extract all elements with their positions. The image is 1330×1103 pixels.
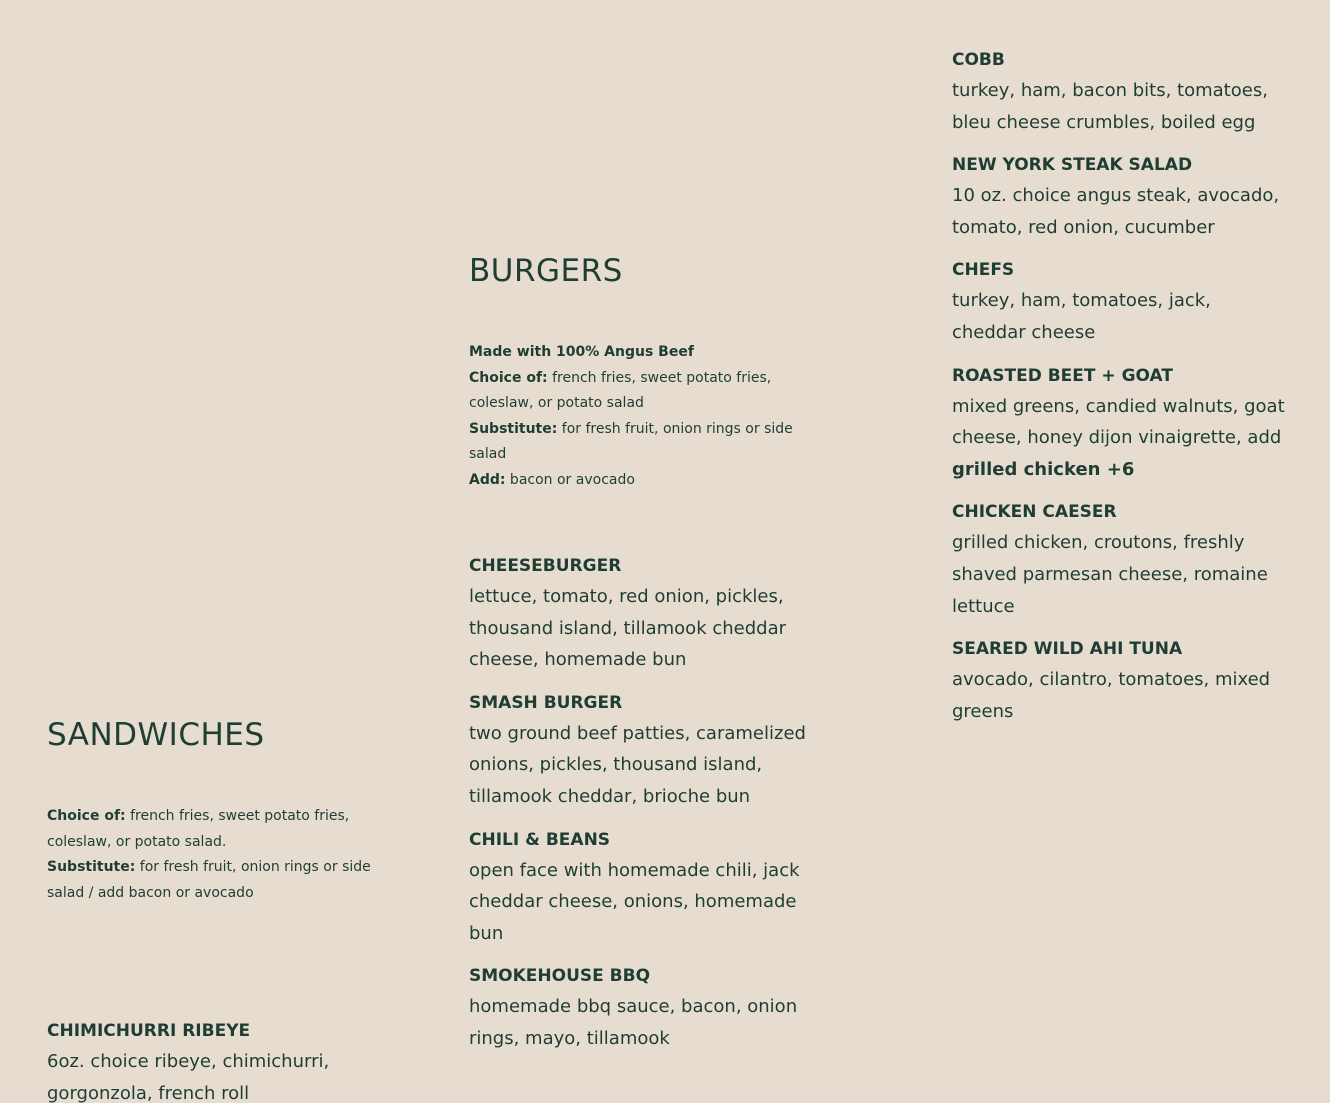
menu-item bbox=[469, 555, 819, 676]
menu-item bbox=[47, 1020, 407, 1103]
menu-item-name: CHILI & BEANS bbox=[469, 829, 611, 850]
burgers-choice bbox=[469, 366, 819, 417]
menu-item-description: two ground beef patties, caramelized onions, pickles, thousand island, tillamook cheddar, brioche bun bbox=[469, 722, 806, 807]
menu-item-description-text: mixed greens, candied walnuts, goat cheese, honey dijon vinaigrette, add bbox=[952, 395, 1285, 449]
menu-item-name: NEW YORK STEAK SALAD bbox=[952, 155, 1193, 176]
add-text: bacon or avocado bbox=[505, 471, 635, 488]
substitute-label: Substitute: bbox=[469, 420, 558, 437]
add-label: Add: bbox=[469, 471, 506, 488]
menu-item-name: CHICKEN CAESER bbox=[952, 502, 1117, 523]
substitute-label: Substitute: bbox=[47, 859, 136, 876]
menu-item-description: avocado, cilantro, tomatoes, mixed greens bbox=[952, 669, 1271, 722]
menu-item bbox=[469, 692, 819, 813]
menu-item-name: SMASH BURGER bbox=[469, 692, 623, 713]
choice-label: Choice of: bbox=[47, 808, 126, 824]
burgers-substitute bbox=[469, 417, 819, 468]
menu-item-name: ROASTED BEET + GOAT bbox=[952, 365, 1173, 386]
burgers-made-with bbox=[469, 340, 819, 366]
menu-item bbox=[469, 965, 819, 1054]
sandwiches-title: SANDWICHES bbox=[47, 717, 265, 753]
menu-item bbox=[952, 365, 1302, 486]
menu-item-description: turkey, ham, tomatoes, jack, cheddar cheese bbox=[952, 290, 1211, 343]
choice-text: french fries, sweet potato fries, coleslaw, or potato salad. bbox=[47, 808, 350, 850]
menu-item bbox=[952, 49, 1302, 138]
substitute-text: for fresh fruit, onion rings or side salad / add bacon or avocado bbox=[47, 859, 371, 901]
choice-text: french fries, sweet potato fries, coleslaw, or potato salad bbox=[469, 369, 772, 412]
menu-item bbox=[952, 154, 1302, 243]
menu-item-name: CHEESEBURGER bbox=[469, 556, 622, 576]
menu-item bbox=[469, 829, 819, 950]
menu-item-description: homemade bbq sauce, bacon, onion rings, mayo, tillamook bbox=[469, 996, 798, 1049]
burgers-items bbox=[469, 555, 819, 1071]
menu-item bbox=[952, 259, 1302, 348]
menu-item-description: 10 oz. choice angus steak, avocado, tomato, red onion, cucumber bbox=[952, 185, 1280, 238]
menu-item-description: 6oz. choice ribeye, chimichurri, gorgonzola, french roll bbox=[47, 1051, 330, 1103]
choice-label: Choice of: bbox=[469, 369, 548, 386]
made-with-text: Made with 100% Angus Beef bbox=[469, 344, 694, 360]
sandwiches-substitute bbox=[47, 855, 407, 906]
menu-item-description: open face with homemade chili, jack cheddar cheese, onions, homemade bun bbox=[469, 859, 800, 944]
menu-item bbox=[952, 501, 1302, 622]
menu-item-description: turkey, ham, bacon bits, tomatoes, bleu cheese crumbles, boiled egg bbox=[952, 80, 1268, 133]
menu-item-name: COBB bbox=[952, 50, 1005, 70]
sandwiches-info bbox=[47, 804, 407, 906]
burgers-info bbox=[469, 340, 819, 494]
sandwiches-items bbox=[47, 1020, 407, 1103]
menu-item-description: lettuce, tomato, red onion, pickles, thousand island, tillamook cheddar cheese, homemade bun bbox=[469, 586, 786, 671]
burgers-add bbox=[469, 468, 819, 494]
menu-item-description: grilled chicken, croutons, freshly shaved parmesan cheese, romaine lettuce bbox=[952, 532, 1268, 617]
menu-item-name: CHIMICHURRI RIBEYE bbox=[47, 1021, 251, 1041]
menu-item-name: SEARED WILD AHI TUNA bbox=[952, 639, 1183, 660]
menu-item bbox=[952, 638, 1302, 727]
menu-item-name: SMOKEHOUSE BBQ bbox=[469, 966, 651, 987]
sandwiches-choice bbox=[47, 804, 407, 855]
menu-item-description bbox=[952, 391, 1302, 486]
menu-item-addon: grilled chicken +6 bbox=[952, 458, 1135, 480]
menu-item-name: CHEFS bbox=[952, 260, 1015, 281]
salads-items bbox=[952, 49, 1302, 743]
substitute-text: for fresh fruit, onion rings or side salad bbox=[469, 420, 793, 463]
burgers-title: BURGERS bbox=[469, 253, 623, 289]
